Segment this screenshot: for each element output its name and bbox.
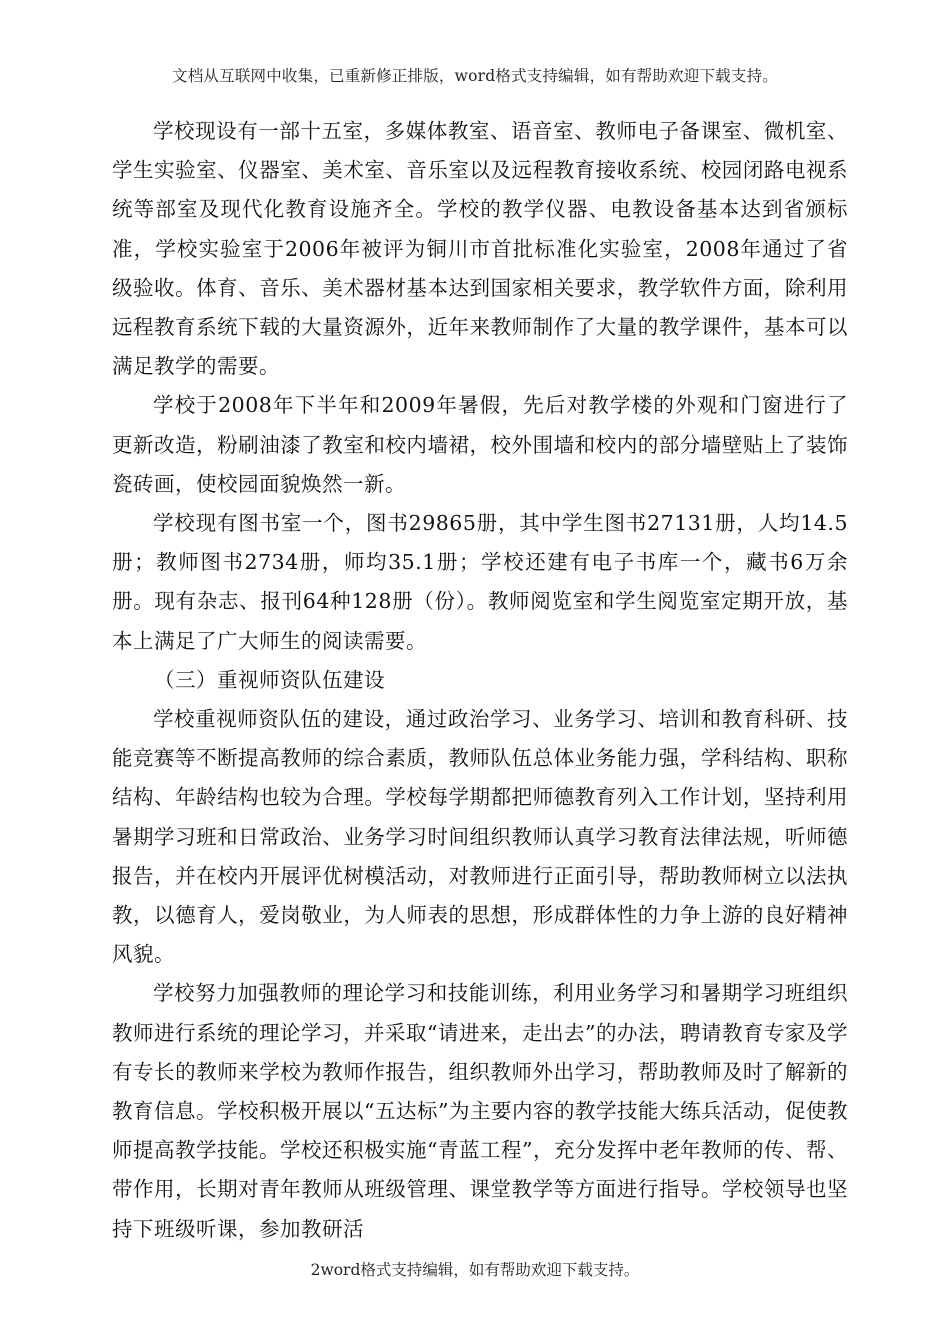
page-footer: 2word格式支持编辑，如有帮助欢迎下载支持。 (310, 1261, 640, 1279)
paragraph-facilities: 学校现设有一部十五室，多媒体教室、语音室、教师电子备课室、微机室、学生实验室、仪器室、美术室、音乐室以及远程教育接收系统、校园闭路电视系统等部室及现代化教育设施齐全。学校的教学仪器、电教设备基本达到省颁标准，学校实验室于2006年被评为铜川市首批标准化实验室，2008年通过了省级验收。体育、音乐、美术器材基本达到国家相关要求，教学软件方面，除利用远程教育系统下载的大量资源外，近年来教师制作了大量的教学课件，基本可以满足教学的需要。 (112, 119, 848, 379)
paragraph-teacher-team: 学校重视师资队伍的建设，通过政治学习、业务学习、培训和教育科研、技能竞赛等不断提高教师的综合素质，教师队伍总体业务能力强，学科结构、职称结构、年龄结构也较为合理。学校每学期都把师德教育列入工作计划，坚持利用暑期学习班和日常政治、业务学习时间组织教师认真学习教育法律法规，听师德报告，并在校内开展评优树模活动，对教师进行正面引导，帮助教师树立以法执教，以德育人，爱岗敬业，为人师表的思想，形成群体性的力争上游的良好精神风貌。 (112, 707, 848, 967)
section-heading: （三）重视师资队伍建设 (154, 667, 385, 692)
page-header: 文档从互联网中收集，已重新修正排版，word格式支持编辑，如有帮助欢迎下载支持。 (172, 67, 778, 85)
paragraph-teacher-training: 学校努力加强教师的理论学习和技能训练，利用业务学习和暑期学习班组织教师进行系统的理论学习，并采取“请进来，走出去”的办法，聘请教育专家及学有专长的教师来学校为教师作报告，组织教师外出学习，帮助教师及时了解新的教育信息。学校积极开展以“五达标”为主要内容的教学技能大练兵活动，促使教师提高教学技能。学校还积极实施“青蓝工程”，充分发挥中老年教师的传、帮、带作用，长期对青年教师从班级管理、课堂教学等方面进行指导。学校领导也坚持下班级听课，参加教研活 (112, 981, 848, 1241)
paragraph-renovation: 学校于2008年下半年和2009年暑假，先后对教学楼的外观和门窗进行了更新改造，粉刷油漆了教室和校内墙裙，校外围墙和校内的部分墙壁贴上了装饰瓷砖画，使校园面貌焕然一新。 (112, 393, 848, 496)
paragraph-library: 学校现有图书室一个，图书29865册，其中学生图书27131册，人均14.5册；教师图书2734册，师均35.1册；学校还建有电子书库一个，藏书6万余册。现有杂志、报刊64种128册（份）。教师阅览室和学生阅览室定期开放，基本上满足了广大师生的阅读需要。 (112, 511, 848, 653)
document-body (112, 112, 848, 1249)
